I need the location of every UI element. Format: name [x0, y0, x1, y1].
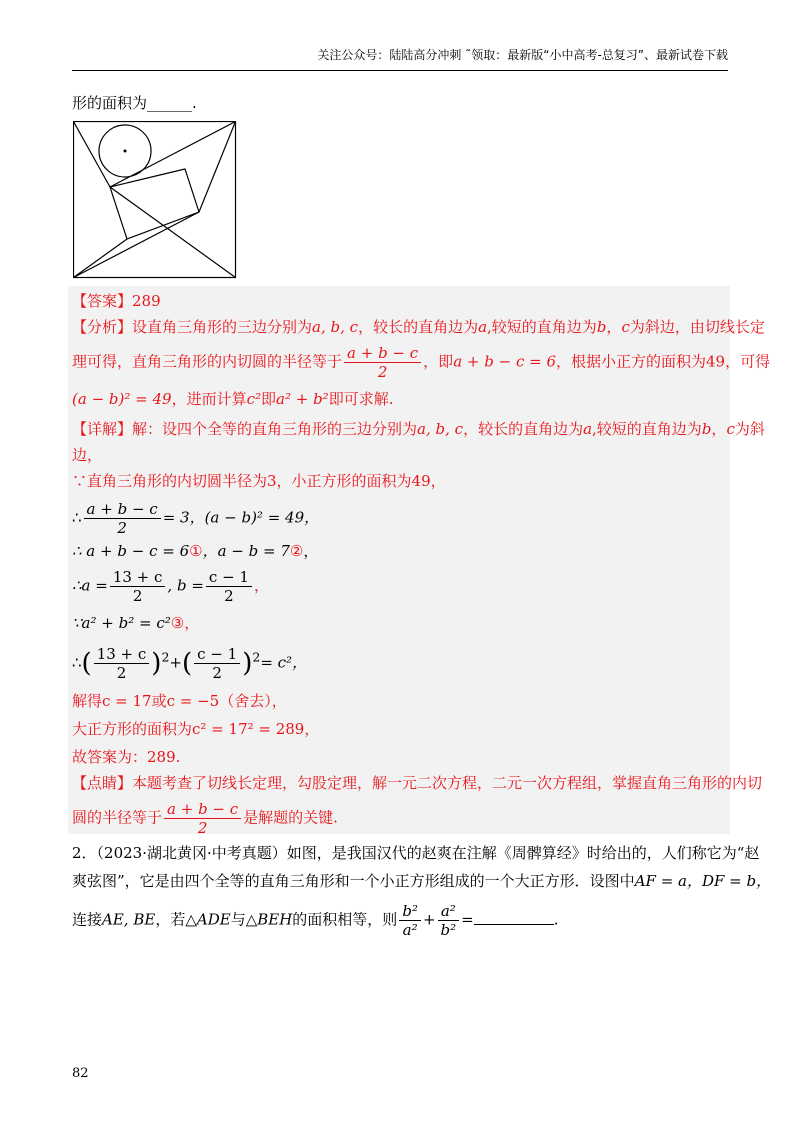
therefore-symbol: ∴: [72, 508, 82, 527]
plus-sign: +: [169, 653, 182, 672]
detail-fraction: [84, 500, 161, 537]
fraction-numerator: c − 1: [206, 568, 252, 587]
question-text: 2．（2023·湖北黄冈·中考真题）如图，是我国汉代的赵爽在注解《周髀算经》时给出的，人们称它为“赵: [72, 844, 760, 862]
incircle-center: [124, 150, 127, 153]
fraction-numerator: b²: [399, 902, 421, 921]
triangle-edge-5: [110, 187, 236, 278]
fraction-denominator: 2: [116, 664, 127, 682]
analysis-text: ，进而计算: [171, 390, 247, 408]
fraction-numerator: a + b − c: [84, 500, 161, 519]
detail-line-5: [72, 540, 318, 562]
fraction-numerator: a + b − c: [164, 800, 241, 819]
comment-text: 本题考查了切线长定理，勾股定理，解一元二次方程，二元一次方程组，掌握直角三角形的内切: [132, 774, 763, 792]
comment-label: 【点睛】: [72, 774, 133, 792]
analysis-text: ，: [606, 318, 622, 336]
triangle-edge-4: [74, 212, 200, 278]
answer-value: 289: [132, 292, 161, 310]
question-2-line-3: [72, 902, 559, 939]
fraction-denominator: 2: [212, 664, 222, 682]
detail-line-4: [72, 500, 319, 537]
plus-sign: +: [422, 910, 436, 929]
analysis-text: ,较短的直角边为: [487, 318, 597, 336]
question-math: AE, BE: [102, 910, 156, 929]
question-2-line-2: [72, 870, 771, 892]
header-divider: [72, 70, 728, 71]
analysis-math: a: [478, 318, 488, 336]
outer-square: [74, 122, 236, 278]
analysis-text: ，即: [423, 352, 454, 371]
question-text: 爽弦图”，它是由四个全等的直角三角形和一个小正方形组成的一个大正方形．设图中: [72, 872, 635, 890]
equals-sign: =: [461, 910, 474, 929]
detail-text: 大正方形的面积为c² = 17² = 289，: [72, 720, 320, 738]
triangle-edge-6: [74, 239, 128, 278]
answer-line: [72, 290, 161, 312]
page-number: 82: [72, 1066, 89, 1081]
comment-fraction: [164, 800, 241, 837]
equation-marker: ②: [289, 542, 304, 560]
analysis-text: 即: [261, 390, 277, 408]
triangle-edge-1: [74, 122, 111, 188]
fraction-denominator: a²: [402, 921, 418, 939]
detail-math: ∴ a + b − c = 6: [72, 542, 190, 560]
answer-label: 【答案】: [72, 292, 133, 310]
fraction-numerator: c − 1: [194, 645, 240, 664]
equation-marker: ③: [170, 614, 185, 632]
triangle-edge-3: [199, 122, 236, 213]
analysis-text: 设直角三角形的三边分别为: [132, 318, 313, 336]
question-text: .: [553, 910, 559, 929]
detail-line-1: [72, 418, 765, 440]
detail-math: a: [583, 420, 593, 438]
detail-fraction: [110, 568, 166, 605]
detail-text: ，较长的直角边为: [463, 420, 584, 438]
detail-text: 为斜: [734, 420, 765, 438]
detail-line-11: [72, 746, 180, 768]
analysis-line-2: [72, 344, 770, 381]
detail-math: ∴a =: [72, 576, 108, 595]
question-text: 的面积相等，则: [292, 910, 398, 929]
question-fraction: [399, 902, 421, 939]
comment-text: 圆的半径等于: [72, 808, 163, 827]
analysis-math: (a − b)² = 49: [72, 390, 172, 408]
detail-math: b: [701, 420, 712, 438]
detail-fraction: [94, 645, 150, 682]
detail-text: 解：设四个全等的直角三角形的三边分别为: [132, 420, 418, 438]
analysis-math: c²: [246, 390, 261, 408]
detail-line-6: [72, 568, 269, 605]
detail-text: ，: [303, 542, 319, 560]
analysis-math: b: [596, 318, 607, 336]
detail-text: 解得c = 17或c = −5（舍去），: [72, 692, 287, 710]
analysis-math: a, b, c: [312, 318, 359, 336]
analysis-math: c: [621, 318, 630, 336]
detail-math: = c²，: [260, 653, 308, 672]
detail-text: 边，: [72, 446, 103, 464]
question-tail: [72, 92, 197, 114]
detail-math: c: [726, 420, 735, 438]
fraction-numerator: a + b − c: [344, 344, 421, 363]
analysis-fraction: [344, 344, 421, 381]
fraction-denominator: 2: [377, 363, 388, 381]
therefore-symbol: ∴: [72, 653, 82, 672]
question-math: △BEH: [245, 910, 293, 929]
fraction-numerator: 13 + c: [110, 568, 166, 587]
question-2-line-1: [72, 842, 759, 864]
fraction-denominator: b²: [440, 921, 457, 939]
detail-line-10: [72, 718, 319, 740]
question-math: AF = a，DF = b，: [634, 872, 772, 890]
analysis-text: 即可求解.: [328, 390, 394, 408]
detail-fraction: [206, 568, 252, 605]
detail-text: ，: [253, 576, 269, 595]
zhao-shuang-diagram: [73, 121, 237, 279]
detail-math: , b =: [167, 576, 204, 595]
detail-line-2: [72, 444, 102, 466]
detail-text: ,较短的直角边为: [592, 420, 702, 438]
detail-label: 【详解】: [72, 420, 133, 438]
fraction-denominator: 2: [117, 519, 127, 537]
fraction-denominator: 2: [224, 587, 234, 605]
detail-text: ∵直角三角形的内切圆半径为3，小正方形的面积为49，: [72, 472, 446, 490]
question-fraction: [438, 902, 460, 939]
detail-text: ，: [711, 420, 727, 438]
detail-math: = 3，(a − b)² = 49，: [162, 508, 320, 527]
fraction-denominator: 2: [197, 819, 208, 837]
comment-line-1: [72, 772, 762, 794]
analysis-text: 为斜边，由切线长定: [629, 318, 765, 336]
comment-line-2: [72, 800, 338, 837]
analysis-line-3: [72, 388, 393, 410]
analysis-text: ，较长的直角边为: [358, 318, 479, 336]
detail-math: ∵a² + b² = c²: [72, 614, 171, 632]
question-text: 连接: [72, 910, 103, 929]
page-header: 关注公众号：陆陆高分冲刺 ˜领取：最新版“小中高考-总复习”、最新试卷下载: [317, 48, 728, 62]
analysis-math: a² + b²: [276, 390, 329, 408]
analysis-math: a + b − c = 6: [453, 352, 556, 371]
question-text: 与: [230, 910, 246, 929]
detail-line-9: [72, 690, 287, 712]
detail-line-3: [72, 470, 446, 492]
question-tail-text: 形的面积为______.: [72, 94, 197, 112]
analysis-text: ，根据小正方的面积为49，可得: [556, 352, 771, 371]
detail-math: ，a − b = 7: [202, 542, 290, 560]
question-math: △ADE: [185, 910, 231, 929]
analysis-label: 【分析】: [72, 318, 133, 336]
fraction-numerator: 13 + c: [94, 645, 150, 664]
equation-marker: ①: [189, 542, 203, 560]
comment-text: 是解题的关键.: [243, 808, 338, 827]
detail-line-7: [72, 612, 199, 634]
detail-math: a, b, c: [417, 420, 464, 438]
answer-blank[interactable]: [474, 910, 554, 925]
detail-text: 故答案为：289.: [72, 748, 181, 766]
fraction-numerator: a²: [438, 902, 460, 921]
detail-text: ，: [184, 614, 200, 632]
analysis-line-1: [72, 316, 765, 338]
detail-fraction: [194, 645, 240, 682]
question-text: ，若: [155, 910, 186, 929]
detail-line-8: ∴( $\frac{13 + c}{2}$ )$^2$+( $\frac{c - 1}{2}$ )$^2$= c²，: [72, 645, 308, 682]
fraction-denominator: 2: [132, 587, 143, 605]
analysis-text: 理可得，直角三角形的内切圆的半径等于: [72, 352, 343, 371]
